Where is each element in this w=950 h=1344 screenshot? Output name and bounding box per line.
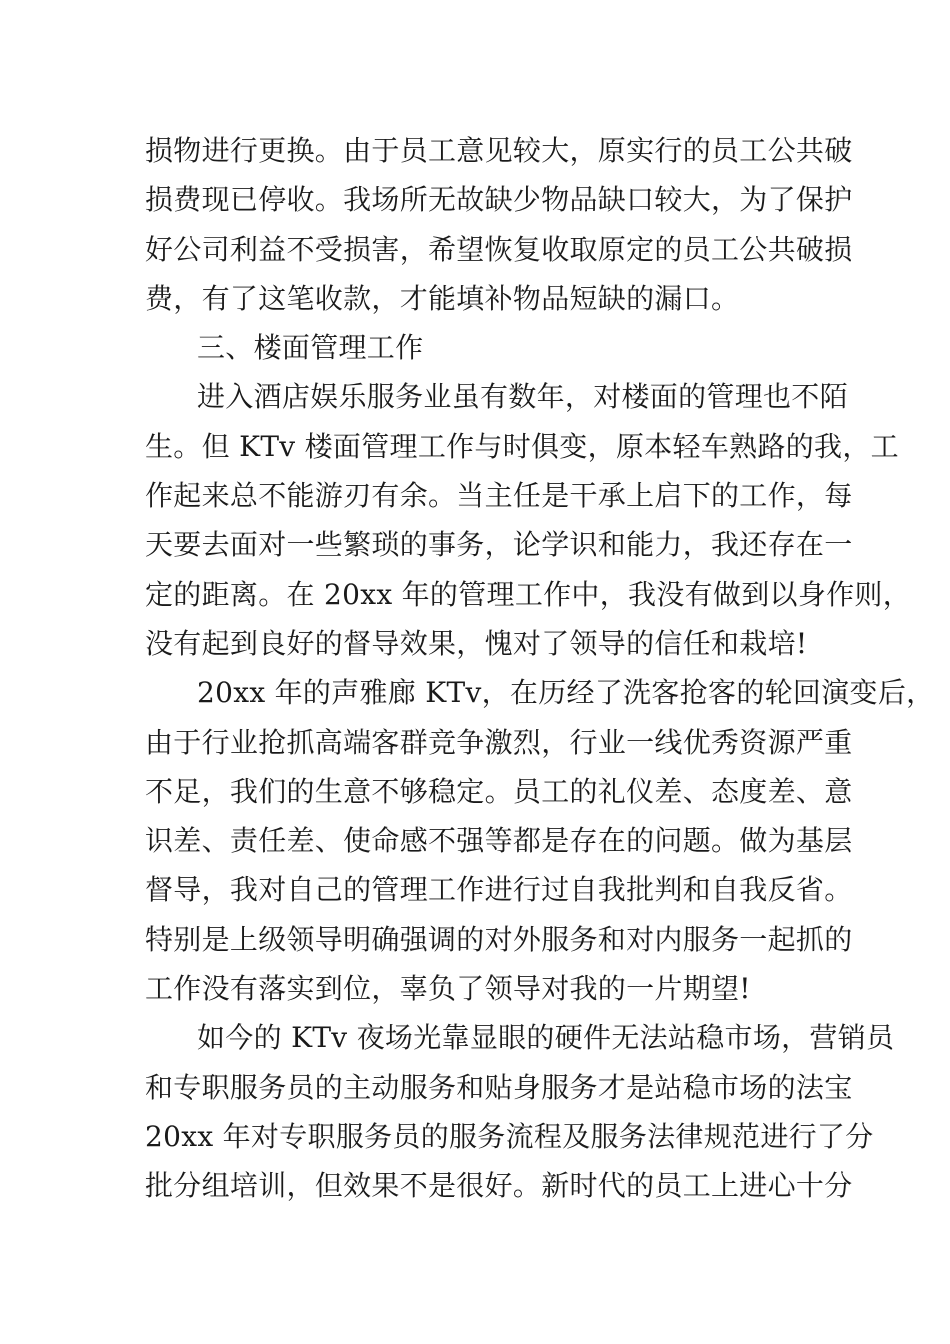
text-line: 生。但 KTv 楼面管理工作与时俱变，原本轻车熟路的我，工 <box>145 429 899 463</box>
text-line: 损费现已停收。我场所无故缺少物品缺口较大，为了保护 <box>145 183 853 217</box>
text-line: 损物进行更换。由于员工意见较大，原实行的员工公共破 <box>145 134 853 167</box>
text-line: 费，有了这笔收款，才能填补物品短缺的漏口。 <box>145 281 740 315</box>
text-line: 作起来总不能游刃有余。当主任是干承上启下的工作，每 <box>145 479 853 513</box>
text-line: 定的距离。在 20xx 年的管理工作中，我没有做到以身作则， <box>145 577 912 611</box>
text-line: 工作没有落实到位，辜负了领导对我的一片期望! <box>145 972 751 1006</box>
text-line: 识差、责任差、使命感不强等都是存在的问题。做为基层 <box>145 824 853 858</box>
text-line: 特别是上级领导明确强调的对外服务和对内服务一起抓的 <box>145 922 853 956</box>
text-line: 好公司利益不受损害，希望恢复收取原定的员工公共破损 <box>145 232 853 266</box>
text-line: 20xx 年对专职服务员的服务流程及服务法律规范进行了分 <box>145 1119 874 1153</box>
text-line: 批分组培训，但效果不是很好。新时代的员工上进心十分 <box>145 1169 853 1203</box>
body-text <box>145 126 935 1211</box>
text-line: 20xx 年的声雅廊 KTv，在历经了洗客抢客的轮回演变后， <box>197 676 935 710</box>
text-line: 没有起到良好的督导效果，愧对了领导的信任和栽培! <box>145 626 808 660</box>
text-line: 进入酒店娱乐服务业虽有数年，对楼面的管理也不陌 <box>197 380 848 414</box>
text-line: 三、楼面管理工作 <box>197 331 424 365</box>
text-line: 不足，我们的生意不够稳定。员工的礼仪差、态度差、意 <box>145 774 853 808</box>
text-line: 由于行业抢抓高端客群竞争激烈，行业一线优秀资源严重 <box>145 725 853 759</box>
text-line: 天要去面对一些繁琐的事务，论学识和能力，我还存在一 <box>145 528 853 562</box>
text-line: 和专职服务员的主动服务和贴身服务才是站稳市场的法宝 <box>145 1070 853 1104</box>
text-line: 如今的 KTv 夜场光靠显眼的硬件无法站稳市场，营销员 <box>197 1021 895 1055</box>
text-line: 督导，我对自己的管理工作进行过自我批判和自我反省。 <box>145 873 853 907</box>
